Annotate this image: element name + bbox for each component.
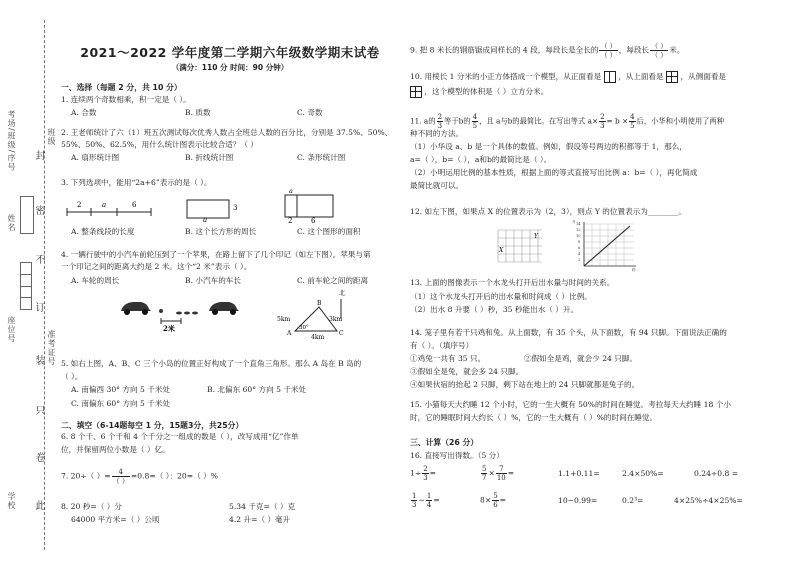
r1-a-n: 2 — [423, 465, 428, 473]
q14-line3: ①鸡兔一共有 35 只。 ②假如全是鸡，就会少 24 只脚。 — [410, 354, 638, 363]
side-5km: 5km — [277, 316, 291, 323]
q4-stem-2: 一个印记之间的距离大约是 2 米。这个“2 米”表示（ ）。 — [61, 262, 252, 271]
q3-seg-label-6: 6 — [132, 201, 137, 209]
q11-d: = b × — [606, 116, 629, 126]
q5-stem-2: （ ）。 — [61, 372, 83, 381]
q7 — [61, 468, 218, 485]
q9 — [410, 42, 684, 59]
q4-car-figure — [117, 293, 247, 333]
y-tick-4: 4 — [578, 252, 581, 256]
r1-b-op: × — [488, 468, 495, 478]
q14-line5: ④如果伙宿的抬起 2 只脚，剩下站在地上的 24 只脚就都是兔子的。 — [410, 380, 640, 389]
q11-f2-n: 4 — [472, 113, 478, 121]
seal-char-7: 卷 — [33, 452, 44, 463]
q7-den: （ ） — [112, 477, 129, 485]
r2-b-pre: 8× — [480, 495, 492, 505]
dashed-seal-line — [44, 20, 45, 550]
q3-option-c: C. 这个图形的面积 — [297, 227, 361, 236]
field-exam-id: 准考证号 — [47, 330, 56, 366]
q7-pre: 7. 20÷（ ）= — [61, 471, 111, 481]
q14-line4: ③假如全是兔，就会多 24 只脚。 — [410, 367, 524, 376]
q16-item-2 — [480, 465, 514, 482]
field-class-right: 班级 — [47, 128, 56, 146]
q13-line1: 13. 上面的图像表示一个水龙头打开后出水量与时间的关系。 — [410, 278, 615, 287]
r1-b-d1: 7 — [482, 474, 487, 482]
r1-a-eq: = — [429, 468, 437, 478]
q7-post: =0.8=（ ）：20=（ ）% — [130, 471, 218, 481]
q16-item-4: 2.4×50%= — [622, 469, 664, 478]
seal-char-8: 此 — [33, 500, 44, 511]
section2-heading: 二、填空（6-14题每空 1 分，15题3分，共25分） — [61, 421, 244, 430]
q11-f2-d: 5 — [472, 122, 478, 130]
q5-option-a: A. 南偏西 30° 方向 5 千米处 — [71, 385, 171, 394]
r1-b-eq: = — [507, 468, 515, 478]
q11-line5: （2）小明运用比例的基本性质，根据上面的等式直接写出比例 a：b=（ ），再化简成 — [410, 168, 698, 177]
x-unit: 秒 — [632, 268, 636, 272]
q14-line1: 14. 笼子里有若干只鸡和兔。从上面数，有 35 个头，从下面数，有 94 只脚。下面说法正确的 — [410, 328, 727, 337]
q3-rect-label: 3 — [233, 204, 238, 212]
q11-f1-n: 2 — [437, 113, 443, 121]
q3-area-label-6: 6 — [311, 217, 316, 223]
q10-part-c: ，从侧面看是 — [680, 72, 727, 81]
q3-figure-rect — [185, 196, 245, 222]
q8-a: 8. 20 秒=（ ）分 — [61, 502, 122, 511]
seal-char-5: 装 — [33, 355, 44, 366]
q3-seg-label-a: a — [102, 201, 107, 209]
q9-mid: ，每段长 — [618, 45, 650, 55]
q10-part-b: ，从上面看是 — [618, 72, 664, 81]
q16-item-6 — [410, 492, 440, 509]
q11-f3-d: 3 — [600, 122, 605, 130]
q8-c: 64000 平方米=（ ）公顷 — [71, 515, 160, 524]
seal-char-2: 密 — [33, 205, 44, 216]
q16-item-9: 0.2³= — [622, 496, 644, 505]
q8-b: 5.34 千克=（ ）克 — [229, 502, 296, 511]
section3-heading: 三、计算（26 分） — [410, 438, 479, 447]
seal-char-4: 订 — [33, 302, 44, 313]
q16-heading: 16. 直接写出得数。（5 分） — [410, 451, 504, 460]
q16-item-8: 10−0.99= — [558, 496, 598, 505]
q11-c: ，且 a与b的最简比。在写出等式 a× — [479, 116, 599, 126]
q6-line2: 位，并保留两位小数是（ ）亿。 — [61, 445, 170, 454]
side-4km: 4km — [311, 334, 325, 341]
q9-frac2-den: （ ） — [651, 51, 668, 59]
side-view-icon — [410, 86, 422, 98]
q3-option-b: B. 这个长方形的周长 — [185, 227, 257, 236]
q11-f4-n: 4 — [630, 113, 635, 121]
page-title: 2021～2022 学年度第二学期六年级数学期末试卷 — [80, 45, 380, 60]
q14-line2: 有（ ）。（填序号） — [410, 341, 474, 350]
field-school: 学校 — [7, 492, 16, 510]
q4-option-c: C. 前车轮之间的距离 — [297, 276, 369, 285]
section1-heading: 一、选择（每题 2 分，共 10 分） — [61, 83, 182, 92]
q5-option-c: C. 南偏东 60° 方向 5 千米处 — [71, 399, 171, 408]
q3-stem: 3. 下列选项中，能用“2a+6”表示的是（ ）。 — [61, 178, 212, 187]
q5-triangle-figure — [255, 287, 365, 341]
q11-line6: 最简比就可以。 — [410, 181, 464, 190]
y-tick-2: 2 — [578, 258, 581, 262]
r2-b-n: 5 — [493, 492, 498, 500]
q9-frac1-den: （ ） — [600, 51, 617, 59]
q2-option-a: A. 扇形统计图 — [71, 153, 120, 162]
q11-e: 后，小华和小明使用了两种 — [636, 116, 725, 126]
r2-a-n1: 1 — [412, 492, 417, 500]
q7-num: 4 — [112, 468, 130, 477]
q11-f1-d: 3 — [437, 122, 443, 130]
q11-b: 等于b的 — [444, 116, 471, 126]
y-tick-12: 12 — [576, 228, 581, 232]
point-b: B — [317, 300, 322, 307]
q9-post: 米。 — [669, 45, 685, 55]
q3-figure-segment — [65, 198, 155, 220]
r2-a-eq: = — [433, 495, 440, 505]
q10-part-a: 10. 用棱长 1 分米的小正方体搭成一个模型，从正面看是 — [410, 72, 602, 81]
q10-line2 — [410, 86, 548, 98]
r2-a-n2: 1 — [426, 492, 432, 500]
q3-figure-area — [283, 189, 363, 223]
q6-line1: 6. 8 个千、6 个千和 4 个千分之一组成的数是（ ），改写成用“亿”作单 — [61, 432, 299, 441]
binding-strip — [0, 0, 55, 561]
r1-b-n2: 7 — [496, 465, 507, 474]
point-x-label: X — [499, 247, 504, 254]
point-y-label: Y — [534, 233, 538, 240]
field-class: 考场/班级/序号 — [7, 110, 16, 172]
q2-option-b: B. 折线统计图 — [185, 153, 234, 162]
q5-stem: 5. 如右上图，A、B、C 三个小岛的位置正好构成了一个直角三角形。那么 A 岛在 B 岛的 — [61, 359, 362, 368]
q4-option-b: B. 小汽车的车长 — [185, 276, 241, 285]
q13-line2: （1）这个水龙头打开后的出水量和时间成（ ）比例。 — [410, 292, 592, 301]
angle-30: 30° — [299, 325, 309, 331]
r2-a-d2: 4 — [426, 501, 432, 509]
q2-option-c: C. 条形统计图 — [297, 153, 346, 162]
r2-b-eq: = — [499, 495, 507, 505]
q16-item-1 — [410, 465, 436, 482]
r1-b-n1: 5 — [482, 465, 487, 473]
page-subtitle: （满分：110 分 时间：90 分钟） — [171, 63, 289, 72]
q4-stem: 4. 一辆行驶中的小汽车前轮压到了一个苹果，在路上留下了几个印记（如左下图）。苹果与第 — [61, 250, 371, 259]
point-a: A — [287, 330, 292, 337]
y-tick-6: 6 — [578, 246, 581, 250]
car-right-icon — [209, 302, 239, 315]
q11-line1 — [410, 113, 724, 130]
r1-b-d2: 10 — [496, 474, 506, 482]
q13-line3: （2）出水 8 升要（ ）秒，35 秒能出水（ ）升。 — [410, 305, 579, 314]
seal-char-6: 只 — [33, 405, 44, 416]
r1-a1: 1÷ — [410, 468, 422, 478]
q15-line1: 15. 小猫每天大约睡 12 个小时，它的一生大概有 50%的时间在睡觉。考拉每天大约睡 18 个小 — [410, 400, 731, 409]
q16-item-5: 0.24÷0.8 = — [694, 469, 739, 478]
q4-option-a: A. 车轮的周长 — [71, 276, 120, 285]
field-name: 姓名 — [7, 214, 16, 232]
left-column — [57, 0, 392, 561]
q11-a: 11. a的 — [410, 116, 436, 126]
q1-option-a: A. 合数 — [71, 108, 97, 117]
r1-a-d: 3 — [423, 474, 428, 482]
north-label: 北 — [339, 290, 346, 297]
q12-grid-figure — [494, 226, 548, 268]
top-view-icon — [666, 71, 678, 83]
q15-line2: 时，它的睡眠时间大约长（ ）%，它的一生大概有（ ）%的时间在睡觉。 — [410, 413, 658, 422]
q11-line3: （1）小华设 a、b 是一个具体的数值。例如，假设等号两边的积都等于 1，那么， — [410, 142, 687, 151]
q16-item-7 — [480, 492, 506, 509]
q3-seg-label-2: 2 — [77, 201, 82, 209]
y-tick-10: 10 — [576, 234, 581, 238]
q9-frac1-num: （ ） — [600, 42, 617, 50]
y-tick-8: 8 — [578, 240, 581, 244]
point-c: C — [339, 330, 344, 337]
q8-d: 4.2 升=（ ）毫升 — [229, 515, 291, 524]
q1-option-c: C. 奇数 — [297, 108, 323, 117]
q11-f3-n: 2 — [600, 113, 605, 121]
r2-a-d1: 3 — [412, 501, 417, 509]
q3-area-label-2: 2 — [288, 217, 293, 223]
r2-a-op: − — [418, 495, 425, 505]
q11-line2: 种不同的方法。 — [410, 129, 464, 138]
y-unit: 升 — [572, 220, 576, 224]
q1-option-b: B. 质数 — [185, 108, 211, 117]
q4-2m-label: 2米 — [163, 324, 175, 333]
q9-pre: 9. 把 8 米长的钢筋锯成同样长的 4 段，每段长是全长的 — [410, 45, 599, 55]
front-view-icon — [604, 71, 616, 83]
y-tick-14: 14 — [576, 222, 581, 226]
side-3km: 3km — [329, 316, 343, 323]
q10-part-d: ，这个模型的体积是（ ）立方分米。 — [424, 87, 549, 96]
field-seat: 座位号 — [7, 316, 16, 343]
q2-stem-2: 55%、50%、62.5%，用什么统计图表示比较合适？（ ） — [61, 140, 258, 149]
q12-text: 12. 如左下图，如果点 X 的位置表示为（2，3），则点 Y 的位置表示为________。 — [410, 207, 686, 216]
seal-char-3: 不 — [33, 254, 44, 265]
q16-item-10: 4×25%÷4×25%= — [674, 496, 743, 505]
svg-text:a: a — [289, 189, 293, 195]
q9-frac2-num: （ ） — [651, 42, 668, 50]
car-left-icon — [121, 302, 151, 315]
q11-f4-d: 5 — [630, 122, 635, 130]
seal-char-1: 封 — [33, 150, 44, 161]
q1-stem: 1. 连续两个奇数相乘，积一定是（ ）。 — [61, 95, 191, 104]
apple-mark-icon — [159, 309, 163, 313]
q11-line4: a=（ ），b=（ ），a和b的最简比是（ ）。 — [410, 155, 552, 164]
svg-text:a: a — [203, 216, 208, 222]
q3-option-a: A. 整条线段的长度 — [71, 227, 135, 236]
q5-option-b: B. 北偏东 60° 方向 5 千米处 — [207, 385, 307, 394]
q2-stem: 2. 王老师统计了六（1）班五次测试每次优秀人数占全班总人数的百分比，分别是 37.5%、50%、 — [61, 128, 393, 137]
right-column — [410, 0, 786, 561]
q13-line-chart — [570, 220, 640, 272]
r2-b-d: 6 — [493, 501, 498, 509]
q16-item-3: 1.1+0.11= — [558, 469, 600, 478]
q10-line1 — [410, 71, 726, 83]
